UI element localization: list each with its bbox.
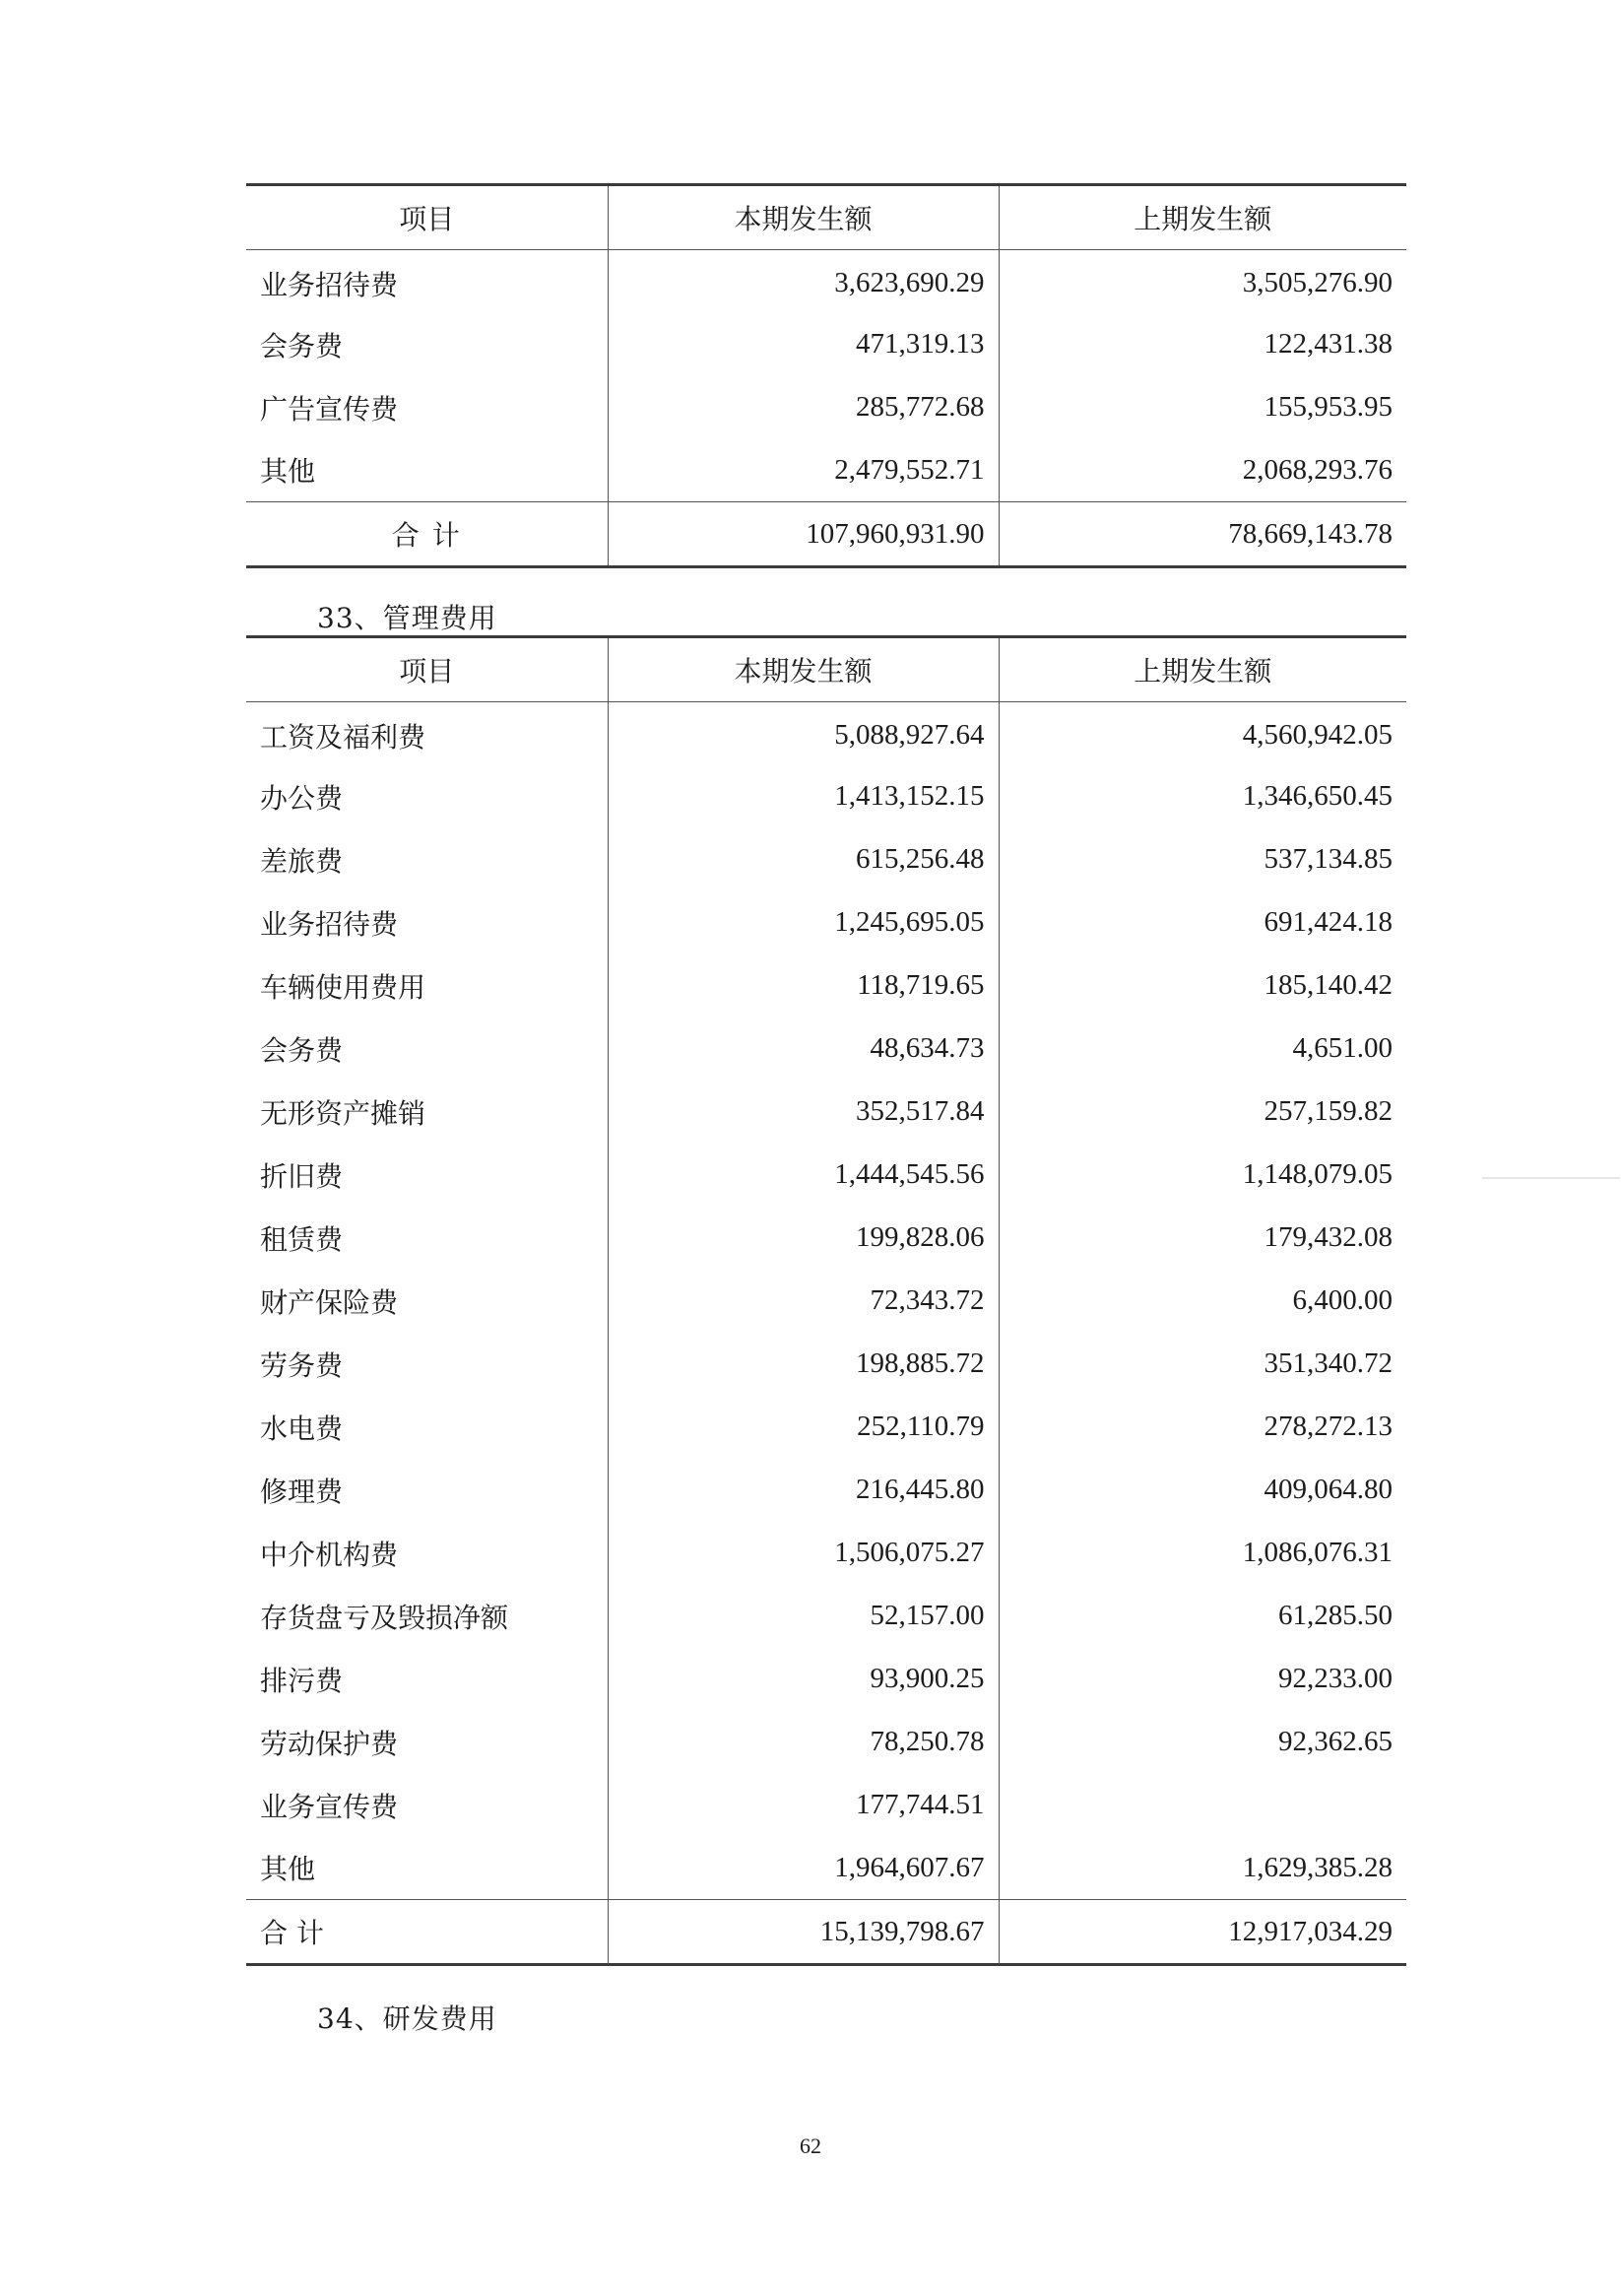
section-title-33: 33、管理费用 [317, 602, 497, 634]
table-row [246, 1648, 1406, 1711]
table-row [246, 313, 1406, 376]
section-title-34: 34、研发费用 [317, 2002, 497, 2035]
row-item: 差旅费 [260, 844, 344, 878]
row-current-amount: 2,479,552.71 [608, 439, 999, 502]
total-row [246, 1900, 1406, 1965]
row-current-amount: 5,088,927.64 [608, 702, 999, 765]
table-row [246, 1207, 1406, 1270]
row-item: 业务宣传费 [260, 1790, 399, 1823]
selling-expenses-table [246, 183, 1406, 568]
row-item: 财产保险费 [260, 1285, 399, 1319]
table-header-row [246, 185, 1406, 250]
row-prior-amount: 2,068,293.76 [999, 439, 1406, 502]
row-item: 排污费 [260, 1664, 344, 1697]
row-current-amount: 72,343.72 [608, 1270, 999, 1333]
scan-margin-line [1482, 1177, 1620, 1179]
row-current-amount: 615,256.48 [608, 828, 999, 891]
row-prior-amount: 257,159.82 [999, 1081, 1406, 1144]
table-row [246, 1144, 1406, 1207]
table-row [246, 1522, 1406, 1585]
table-row [246, 1585, 1406, 1648]
table-row [246, 891, 1406, 954]
row-prior-amount: 691,424.18 [999, 891, 1406, 954]
row-prior-amount: 278,272.13 [999, 1396, 1406, 1459]
table-header-row [246, 637, 1406, 702]
row-prior-amount: 1,086,076.31 [999, 1522, 1406, 1585]
total-row [246, 502, 1406, 567]
table-row [246, 828, 1406, 891]
row-current-amount: 48,634.73 [608, 1017, 999, 1081]
row-current-amount: 177,744.51 [608, 1774, 999, 1837]
row-prior-amount: 185,140.42 [999, 954, 1406, 1017]
row-current-amount: 52,157.00 [608, 1585, 999, 1648]
table-row [246, 1081, 1406, 1144]
row-prior-amount: 92,233.00 [999, 1648, 1406, 1711]
row-item: 租赁费 [260, 1222, 344, 1256]
row-prior-amount: 4,560,942.05 [999, 702, 1406, 765]
row-item: 工资及福利费 [260, 720, 426, 754]
row-prior-amount: 1,629,385.28 [999, 1837, 1406, 1900]
row-prior-amount: 3,505,276.90 [999, 250, 1406, 313]
row-item: 折旧费 [260, 1159, 344, 1193]
row-current-amount: 471,319.13 [608, 313, 999, 376]
page-number: 62 [800, 2133, 821, 2158]
row-current-amount: 1,506,075.27 [608, 1522, 999, 1585]
row-current-amount: 93,900.25 [608, 1648, 999, 1711]
row-prior-amount: 61,285.50 [999, 1585, 1406, 1648]
header-prior-period: 上期发生额 [999, 185, 1406, 250]
row-current-amount: 285,772.68 [608, 376, 999, 439]
row-prior-amount [999, 1774, 1406, 1837]
table-row [246, 250, 1406, 313]
row-prior-amount: 179,432.08 [999, 1207, 1406, 1270]
table-row [246, 1711, 1406, 1774]
header-prior-period: 上期发生额 [999, 637, 1406, 702]
table-row [246, 765, 1406, 828]
row-prior-amount: 537,134.85 [999, 828, 1406, 891]
table-row [246, 439, 1406, 502]
table-row [246, 1270, 1406, 1333]
row-current-amount: 1,413,152.15 [608, 765, 999, 828]
total-prior-amount: 78,669,143.78 [999, 502, 1406, 567]
row-item: 其他 [260, 1853, 316, 1886]
table-row [246, 1017, 1406, 1081]
row-current-amount: 78,250.78 [608, 1711, 999, 1774]
table-row [246, 702, 1406, 765]
row-item: 其他 [260, 455, 316, 489]
row-item: 中介机构费 [260, 1538, 399, 1571]
row-item: 无形资产摊销 [260, 1096, 426, 1130]
table-row [246, 1396, 1406, 1459]
row-item: 业务招待费 [260, 268, 399, 301]
header-item: 项目 [246, 637, 608, 702]
row-prior-amount: 409,064.80 [999, 1459, 1406, 1522]
table-row [246, 1837, 1406, 1900]
row-item: 会务费 [260, 1033, 344, 1067]
row-prior-amount: 351,340.72 [999, 1333, 1406, 1396]
total-prior-amount: 12,917,034.29 [999, 1900, 1406, 1965]
row-current-amount: 1,444,545.56 [608, 1144, 999, 1207]
row-item: 办公费 [260, 781, 344, 815]
row-current-amount: 252,110.79 [608, 1396, 999, 1459]
row-item: 修理费 [260, 1475, 344, 1508]
row-prior-amount: 4,651.00 [999, 1017, 1406, 1081]
row-current-amount: 198,885.72 [608, 1333, 999, 1396]
row-prior-amount: 155,953.95 [999, 376, 1406, 439]
admin-expenses-table [246, 635, 1406, 1966]
row-item: 存货盘亏及毁损净额 [260, 1601, 509, 1634]
row-current-amount: 216,445.80 [608, 1459, 999, 1522]
header-current-period: 本期发生额 [608, 637, 999, 702]
row-current-amount: 1,245,695.05 [608, 891, 999, 954]
row-current-amount: 199,828.06 [608, 1207, 999, 1270]
table-row [246, 376, 1406, 439]
table-row [246, 1459, 1406, 1522]
row-current-amount: 352,517.84 [608, 1081, 999, 1144]
total-label: 合 计 [246, 502, 608, 567]
table-row [246, 1333, 1406, 1396]
total-label: 合 计 [246, 1900, 608, 1965]
row-prior-amount: 92,362.65 [999, 1711, 1406, 1774]
row-item: 广告宣传费 [260, 392, 399, 426]
row-prior-amount: 122,431.38 [999, 313, 1406, 376]
table-row [246, 1774, 1406, 1837]
row-item: 水电费 [260, 1411, 344, 1445]
row-prior-amount: 1,148,079.05 [999, 1144, 1406, 1207]
row-item: 劳动保护费 [260, 1727, 399, 1760]
row-item: 劳务费 [260, 1348, 344, 1382]
row-item: 会务费 [260, 329, 344, 362]
header-current-period: 本期发生额 [608, 185, 999, 250]
row-prior-amount: 1,346,650.45 [999, 765, 1406, 828]
row-current-amount: 3,623,690.29 [608, 250, 999, 313]
row-item: 业务招待费 [260, 907, 399, 941]
row-current-amount: 1,964,607.67 [608, 1837, 999, 1900]
header-item: 项目 [246, 185, 608, 250]
total-current-amount: 107,960,931.90 [608, 502, 999, 567]
row-item: 车辆使用费用 [260, 970, 426, 1004]
total-current-amount: 15,139,798.67 [608, 1900, 999, 1965]
row-current-amount: 118,719.65 [608, 954, 999, 1017]
row-prior-amount: 6,400.00 [999, 1270, 1406, 1333]
table-row [246, 954, 1406, 1017]
